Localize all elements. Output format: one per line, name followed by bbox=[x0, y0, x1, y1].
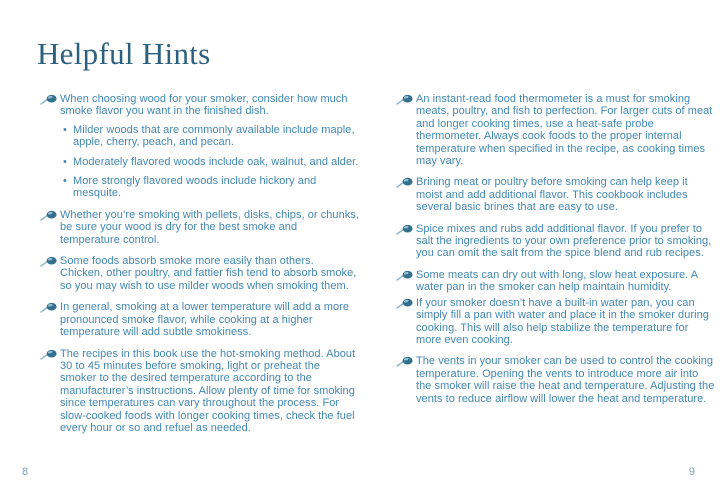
hint-item bbox=[40, 301, 359, 338]
sub-hint-text: Milder woods that are commonly available include maple, apple, cherry, peach, and pecan. bbox=[73, 123, 355, 149]
sub-hint-item bbox=[63, 124, 359, 149]
hint-body bbox=[60, 93, 359, 200]
smoking-wand-icon bbox=[40, 348, 60, 360]
smoking-wand-icon bbox=[40, 93, 60, 105]
hint-body bbox=[416, 297, 715, 347]
hint-item bbox=[40, 348, 359, 435]
smoking-wand-icon bbox=[396, 176, 416, 188]
page-title: Helpful Hints bbox=[37, 36, 211, 71]
hint-body bbox=[60, 209, 359, 246]
hint-item bbox=[396, 297, 715, 347]
smoking-wand-icon bbox=[396, 223, 416, 235]
hint-item bbox=[40, 93, 359, 200]
hint-text: The recipes in this book use the hot-smoking method. About 30 to 45 minutes before smoking, light or preheat the smoker to the desired temperature according to the manufacturer’s instructions. Allow plenty of time for smoking since temperatures can vary throughout the process. For slow-cooked foods with longer cooking times, check the fuel every hour or so and refuel as needed. bbox=[60, 347, 356, 434]
page-number-right: 9 bbox=[688, 466, 695, 478]
smoking-wand-icon bbox=[40, 255, 60, 267]
hint-body bbox=[416, 355, 715, 405]
hint-text: The vents in your smoker can be used to control the cooking temperature. Opening the vents to introduce more air into the smoker will raise the heat and temperature. Adjusting the vents to reduce airflow will lower the heat and temperature. bbox=[416, 355, 715, 405]
hint-body bbox=[60, 255, 359, 292]
hint-body bbox=[416, 93, 715, 167]
hint-body bbox=[416, 223, 715, 260]
hint-body bbox=[416, 176, 715, 213]
hint-item bbox=[40, 255, 359, 292]
sub-hint-text: More strongly flavored woods include hickory and mesquite. bbox=[73, 175, 317, 200]
hint-text: In general, smoking at a lower temperature will add a more pronounced smoke flavor, while cooking at a higher temperature will add subtle smokiness. bbox=[60, 301, 350, 339]
hint-list-right bbox=[396, 93, 715, 414]
sub-hint-list bbox=[60, 124, 359, 200]
hint-item bbox=[396, 93, 715, 167]
hint-item bbox=[396, 176, 715, 213]
smoking-wand-icon bbox=[396, 269, 416, 281]
smoking-wand-icon bbox=[40, 209, 60, 221]
smoking-wand-icon bbox=[396, 355, 416, 367]
hint-text: Some meats can dry out with long, slow heat exposure. A water pan in the smoker can help maintain humidity. bbox=[416, 268, 698, 294]
page-number-left: 8 bbox=[22, 466, 29, 478]
hint-text: Spice mixes and rubs add additional flavor. If you prefer to salt the ingredients to your own preference prior to smoking, you can omit the salt from the spice blend and rub recipes. bbox=[416, 222, 712, 260]
hint-text: When choosing wood for your smoker, consider how much smoke flavor you want in the finished dish. bbox=[60, 93, 348, 118]
hint-text: If your smoker doesn’t have a built-in water pan, you can simply fill a pan with water and place it in the smoker during cooking. This will also help stabilize the temperature for more even cooking. bbox=[416, 296, 709, 346]
smoking-wand-icon bbox=[396, 297, 416, 309]
hint-body bbox=[60, 301, 359, 338]
hint-list-left bbox=[40, 93, 359, 443]
hint-item bbox=[40, 209, 359, 246]
smoking-wand-icon bbox=[40, 301, 60, 313]
bullet-dot-icon: • bbox=[63, 123, 67, 136]
sub-hint-item bbox=[63, 156, 359, 168]
hint-text: Some foods absorb smoke more easily than others. Chicken, other poultry, and fattier fish tend to absorb smoke, so you may wish to use milder woods when smoking them. bbox=[60, 255, 357, 292]
smoking-wand-icon bbox=[396, 93, 416, 105]
bullet-dot-icon: • bbox=[63, 175, 67, 188]
hint-text: An instant-read food thermometer is a must for smoking meats, poultry, and fish to perfection. For larger cuts of meat and longer cooking times, use a heat-safe probe thermometer. Always cook foods to the proper internal temperature when specified in the recipe, as cooking times may vary. bbox=[416, 93, 713, 168]
hint-item bbox=[396, 269, 715, 294]
hint-text: Brining meat or poultry before smoking can help keep it moist and add additional flavor. This cookbook includes several basic brines that are easy to use. bbox=[416, 176, 688, 214]
sub-hint-text: Moderately flavored woods include oak, walnut, and alder. bbox=[73, 155, 359, 168]
hint-body bbox=[416, 269, 715, 294]
hint-item bbox=[396, 355, 715, 405]
bullet-dot-icon: • bbox=[63, 155, 67, 168]
hint-item bbox=[396, 223, 715, 260]
hint-text: Whether you’re smoking with pellets, disks, chips, or chunks, be sure your wood is dry for the best smoke and temperature control. bbox=[60, 208, 359, 246]
sub-hint-item bbox=[63, 175, 359, 200]
hint-body bbox=[60, 348, 359, 435]
